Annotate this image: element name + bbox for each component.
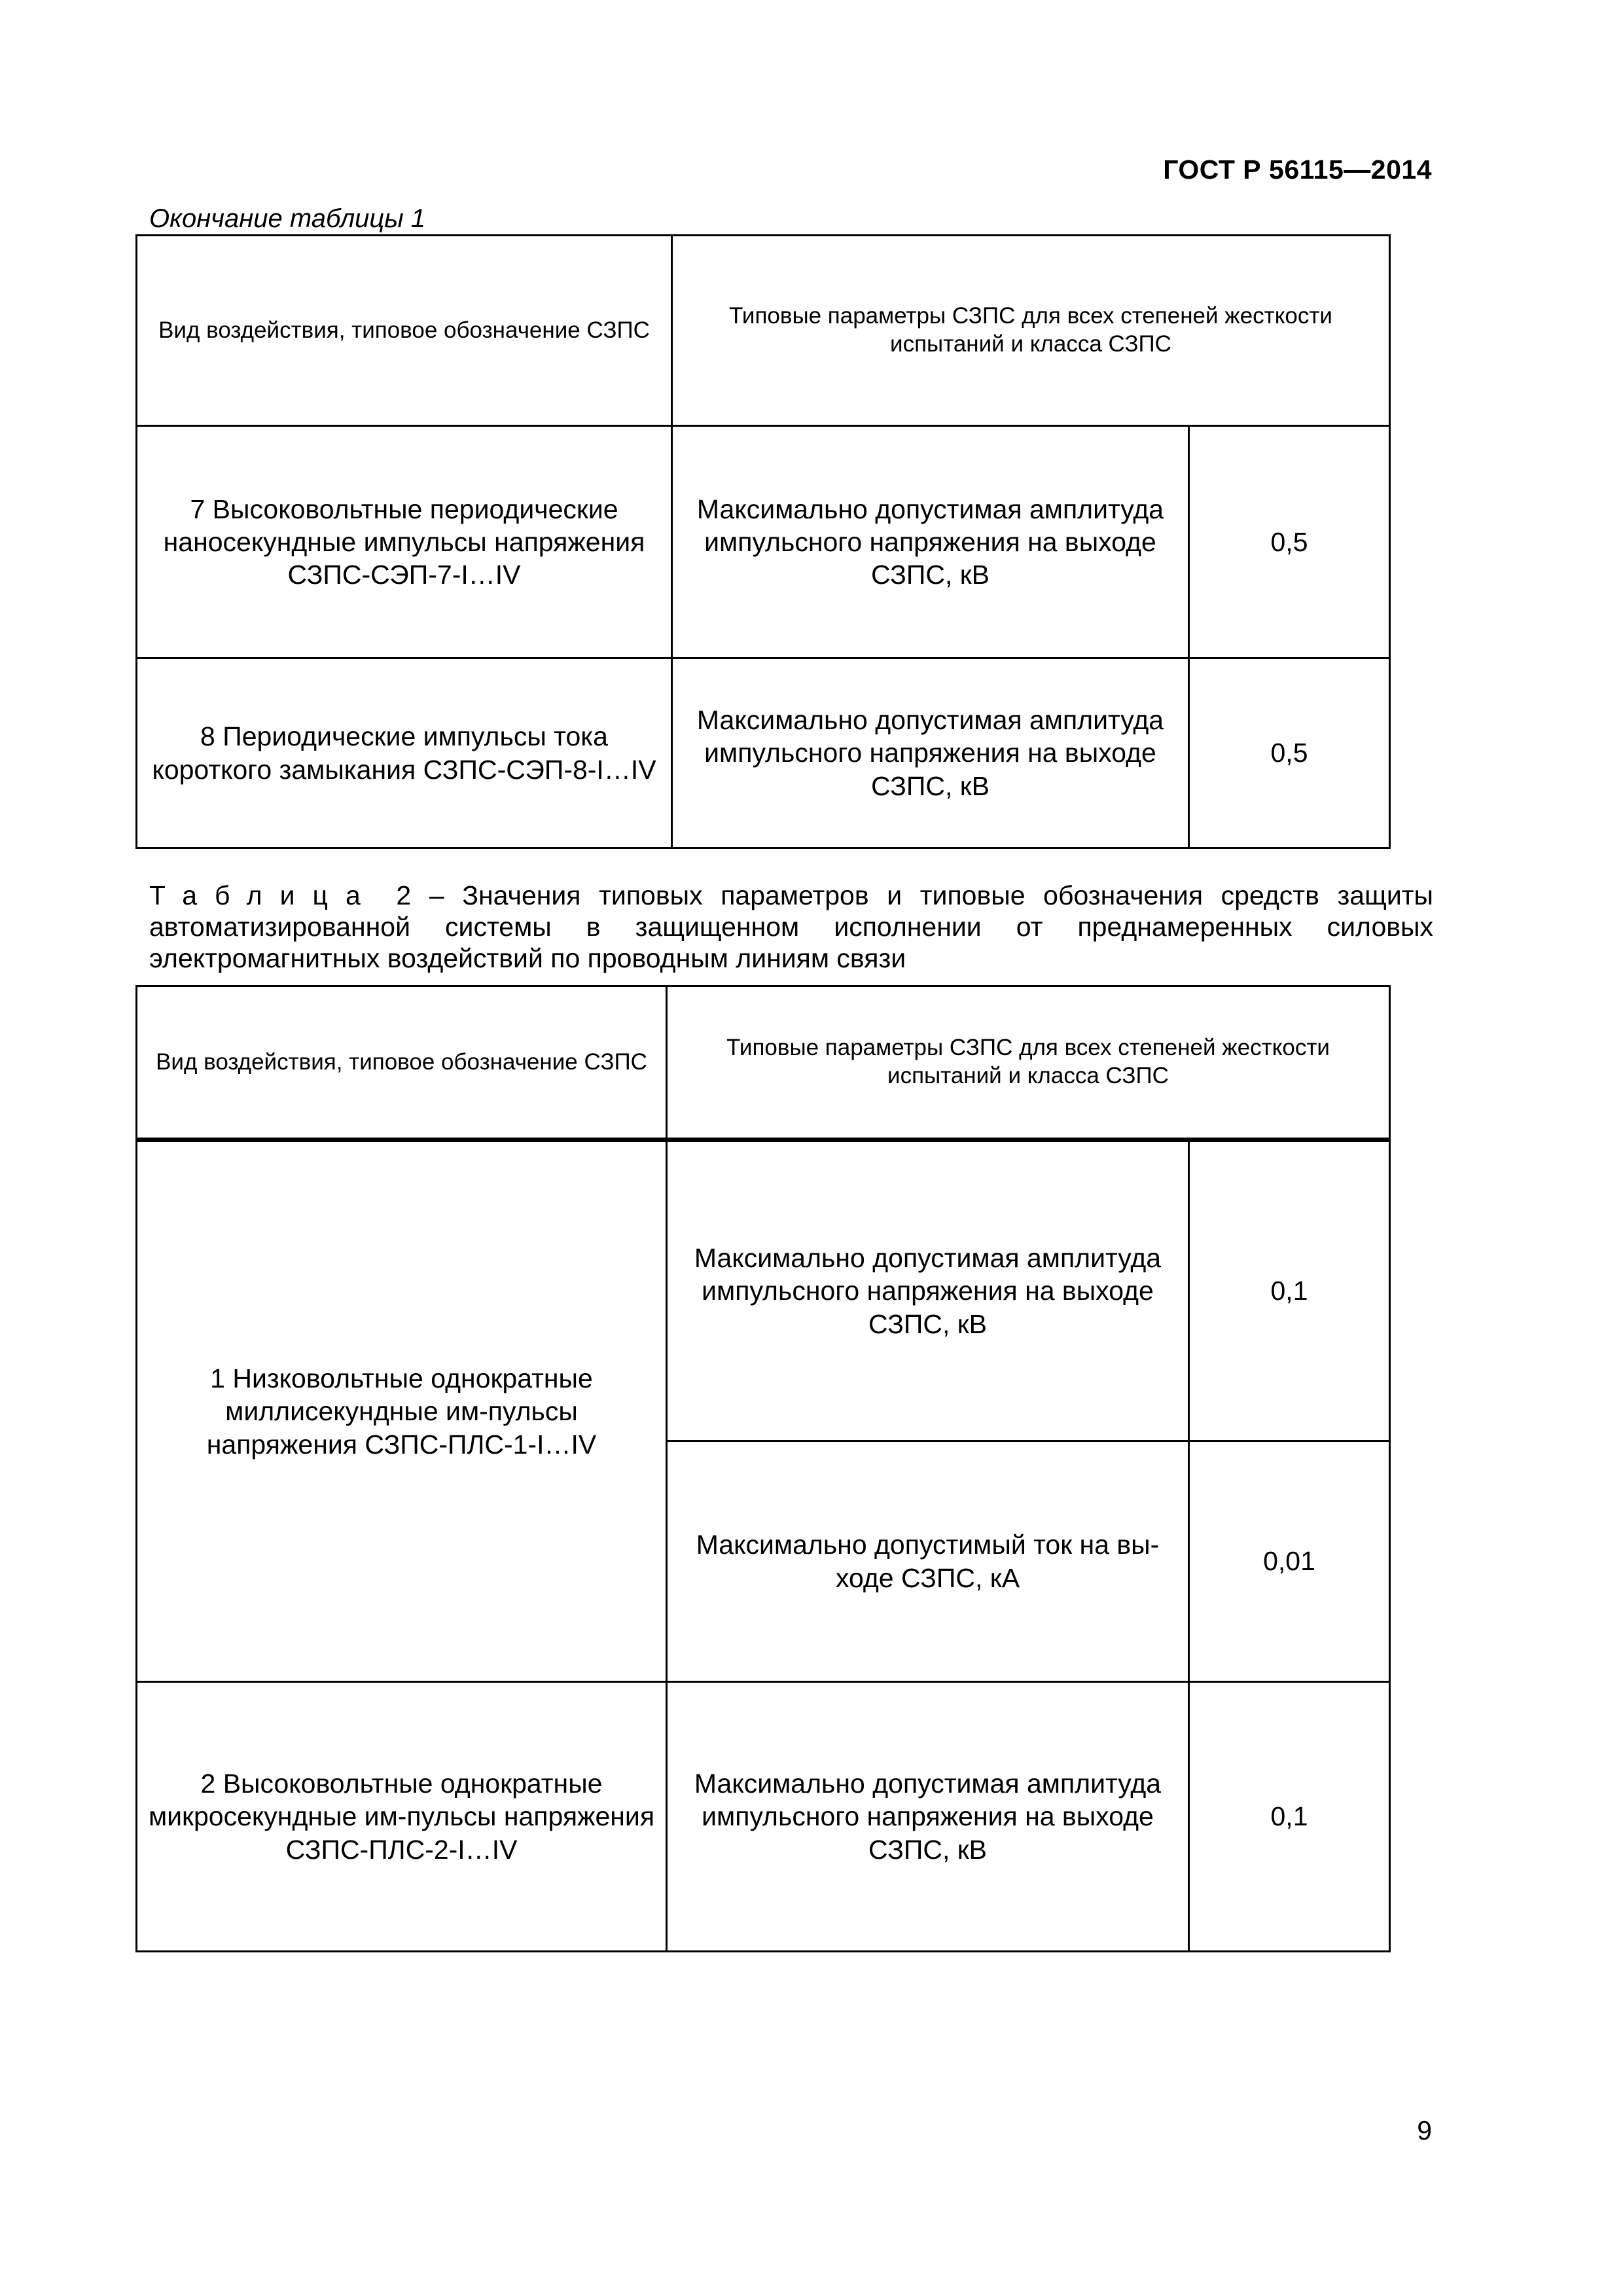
parameter-cell: Максимально допустимая амплитуда импульсного напряжения на выходе СЗПС, кВ <box>672 426 1189 658</box>
value-cell: 0,5 <box>1189 426 1390 658</box>
parameter-cell: Максимально допустимая амплитуда импульсного напряжения на выходе СЗПС, кВ <box>672 658 1189 848</box>
parameter-cell: Максимально допустимый ток на вы-ходе СЗПС, кА <box>667 1441 1189 1682</box>
table2-header-impact: Вид воздействия, типовое обозначение СЗПС <box>137 986 667 1140</box>
table-row <box>137 426 1390 658</box>
table2-caption-text: 2 – Значения типовых параметров и типовые обозначения средств защиты автоматизированной системы в защищенном исполнении от преднамеренных силовых электромагнитных воздействий по проводным линиям связи <box>149 880 1433 973</box>
impact-cell: 2 Высоковольтные однократные микросекундные им-пульсы напряжения СЗПС-ПЛС-2-I…IV <box>137 1682 667 1952</box>
value-cell: 0,1 <box>1189 1140 1390 1441</box>
table1 <box>135 234 1391 849</box>
table1-header-row <box>137 236 1390 426</box>
parameter-cell: Максимально допустимая амплитуда импульсного напряжения на выходе СЗПС, кВ <box>667 1682 1189 1952</box>
table2-caption-prefix: Таблица <box>149 880 378 910</box>
value-cell: 0,01 <box>1189 1441 1390 1682</box>
table2 <box>135 985 1391 1952</box>
table1-header-impact: Вид воздействия, типовое обозначение СЗПС <box>137 236 672 426</box>
table-row <box>137 658 1390 848</box>
document-code: ГОСТ Р 56115—2014 <box>1163 154 1432 185</box>
impact-cell: 7 Высоковольтные периодические наносекундные импульсы напряжения СЗПС-СЭП-7-I…IV <box>137 426 672 658</box>
value-cell: 0,5 <box>1189 658 1390 848</box>
table-row <box>137 1140 1390 1441</box>
page-number: 9 <box>1417 2115 1432 2145</box>
table2-header-parameters: Типовые параметры СЗПС для всех степеней жесткости испытаний и класса СЗПС <box>667 986 1390 1140</box>
table-row <box>137 1682 1390 1952</box>
value-cell: 0,1 <box>1189 1682 1390 1952</box>
impact-cell: 1 Низковольтные однократные миллисекундные им-пульсы напряжения СЗПС-ПЛС-1-I…IV <box>137 1140 667 1682</box>
table1-continuation-label: Окончание таблицы 1 <box>149 204 426 233</box>
table2-header-row <box>137 986 1390 1140</box>
table2-caption <box>149 880 1433 974</box>
parameter-cell: Максимально допустимая амплитуда импульсного напряжения на выходе СЗПС, кВ <box>667 1140 1189 1441</box>
impact-cell: 8 Периодические импульсы тока короткого замыкания СЗПС-СЭП-8-I…IV <box>137 658 672 848</box>
table1-header-parameters: Типовые параметры СЗПС для всех степеней жесткости испытаний и класса СЗПС <box>672 236 1390 426</box>
